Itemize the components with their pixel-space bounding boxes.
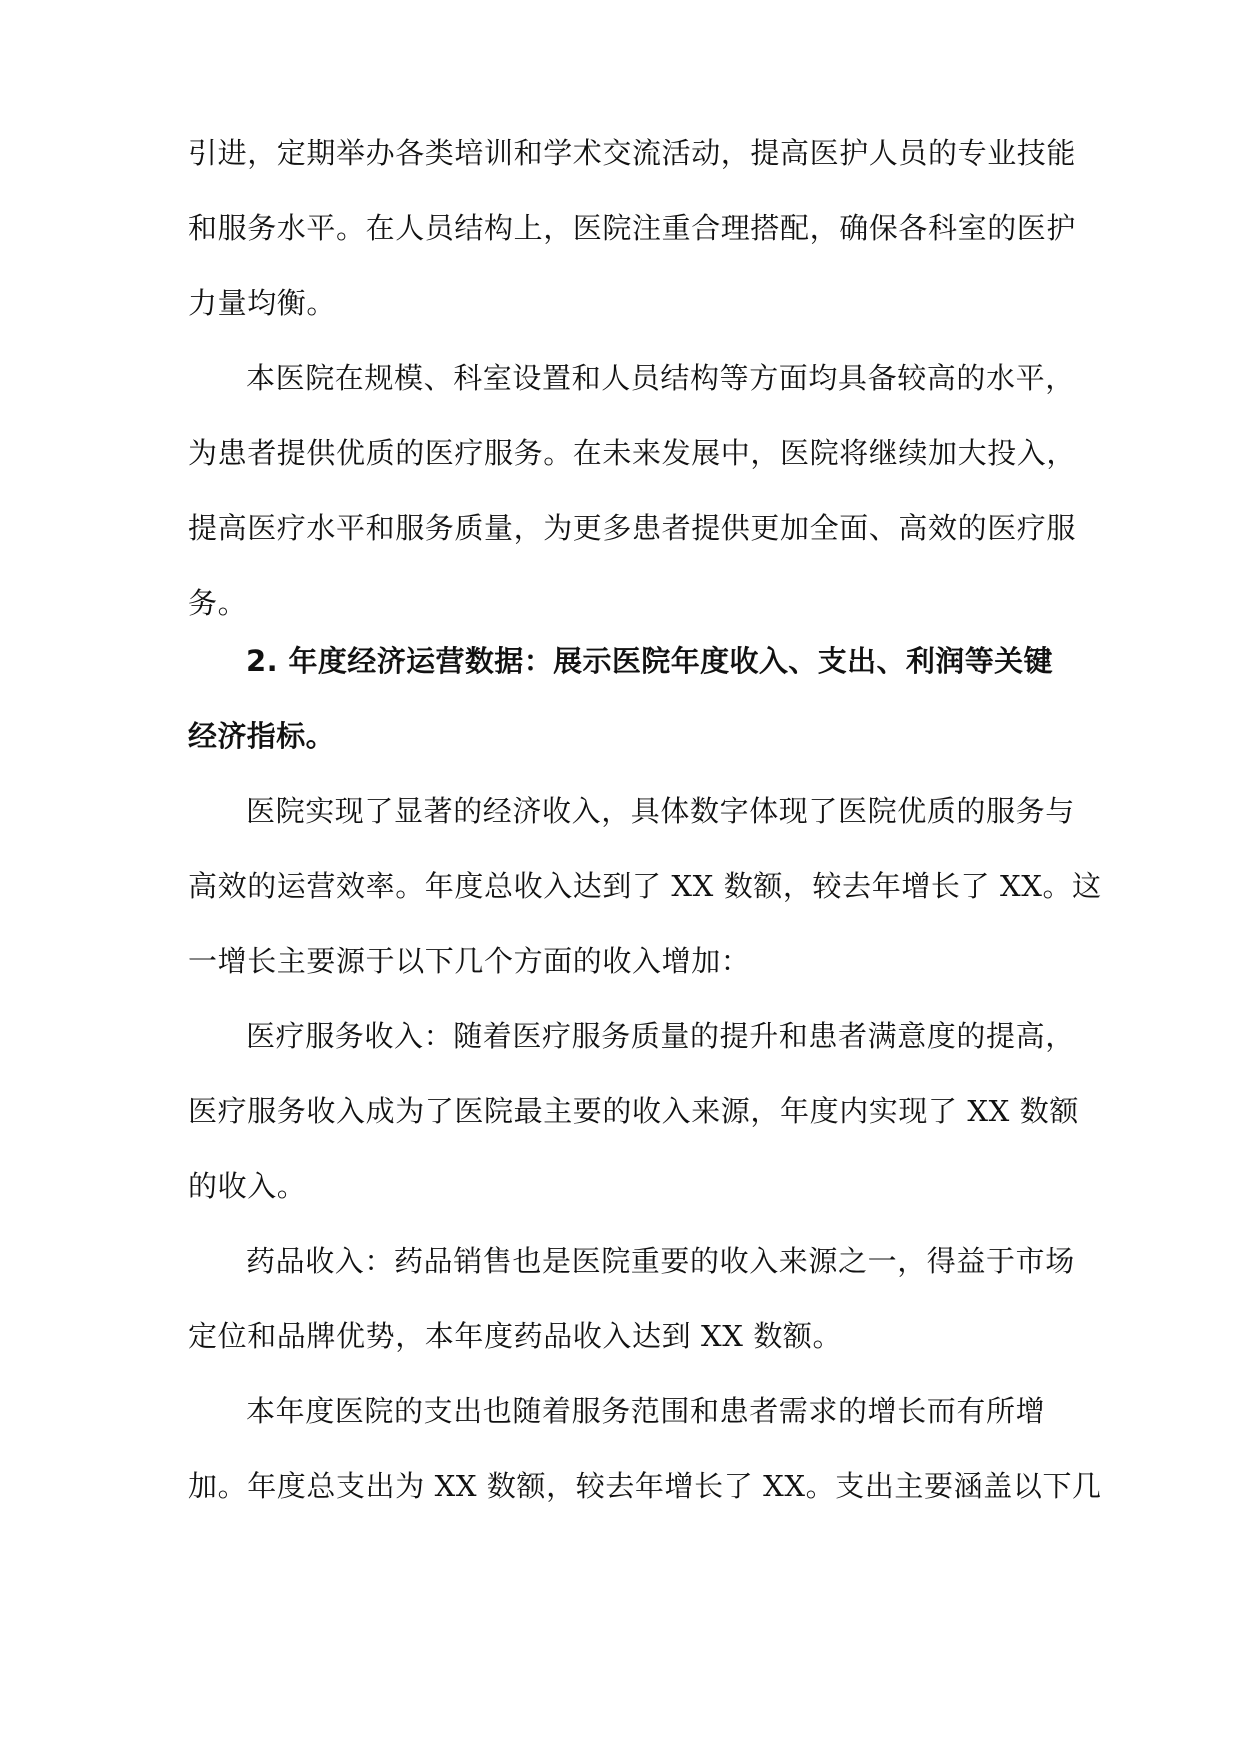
text-line: 定位和品牌优势，本年度药品收入达到 XX 数额。: [188, 1319, 843, 1353]
text-line: 力量均衡。: [188, 286, 337, 320]
paragraph-staff-training: [188, 116, 1077, 341]
paragraph-expenditure: [188, 1374, 1102, 1524]
text-line: 务。: [188, 586, 248, 620]
text-line: 高效的运营效率。年度总收入达到了 XX 数额，较去年增长了 XX。这: [188, 869, 1102, 903]
text-line: 的收入。: [188, 1169, 307, 1203]
text-line: 药品收入：药品销售也是医院重要的收入来源之一，得益于市场: [246, 1244, 1075, 1278]
text-line: 医院实现了显著的经济收入，具体数字体现了医院优质的服务与: [246, 794, 1075, 828]
text-line: 为患者提供优质的医疗服务。在未来发展中，医院将继续加大投入，: [188, 436, 1077, 470]
paragraph-economic-income: [188, 774, 1102, 999]
text-line: 和服务水平。在人员结构上，医院注重合理搭配，确保各科室的医护: [188, 211, 1077, 245]
text-line: 本年度医院的支出也随着服务范围和患者需求的增长而有所增: [246, 1394, 1046, 1428]
heading-line: 经济指标。: [188, 719, 336, 753]
text-line: 医疗服务收入：随着医疗服务质量的提升和患者满意度的提高，: [246, 1019, 1075, 1053]
text-line: 引进，定期举办各类培训和学术交流活动，提高医护人员的专业技能: [188, 136, 1077, 170]
paragraph-hospital-summary: [188, 341, 1077, 641]
text-line: 加。年度总支出为 XX 数额，较去年增长了 XX。支出主要涵盖以下几: [188, 1469, 1102, 1503]
text-line: 医疗服务收入成为了医院最主要的收入来源，年度内实现了 XX 数额: [188, 1094, 1079, 1128]
paragraph-drug-income: [188, 1224, 1075, 1374]
text-line: 本医院在规模、科室设置和人员结构等方面均具备较高的水平，: [246, 361, 1075, 395]
paragraph-medical-service-income: [188, 999, 1079, 1224]
text-line: 提高医疗水平和服务质量，为更多患者提供更加全面、高效的医疗服: [188, 511, 1077, 545]
section-heading: [188, 624, 1063, 774]
heading-line: 2. 年度经济运营数据：展示医院年度收入、支出、利润等关键: [246, 644, 1053, 678]
text-line: 一增长主要源于以下几个方面的收入增加：: [188, 944, 751, 978]
